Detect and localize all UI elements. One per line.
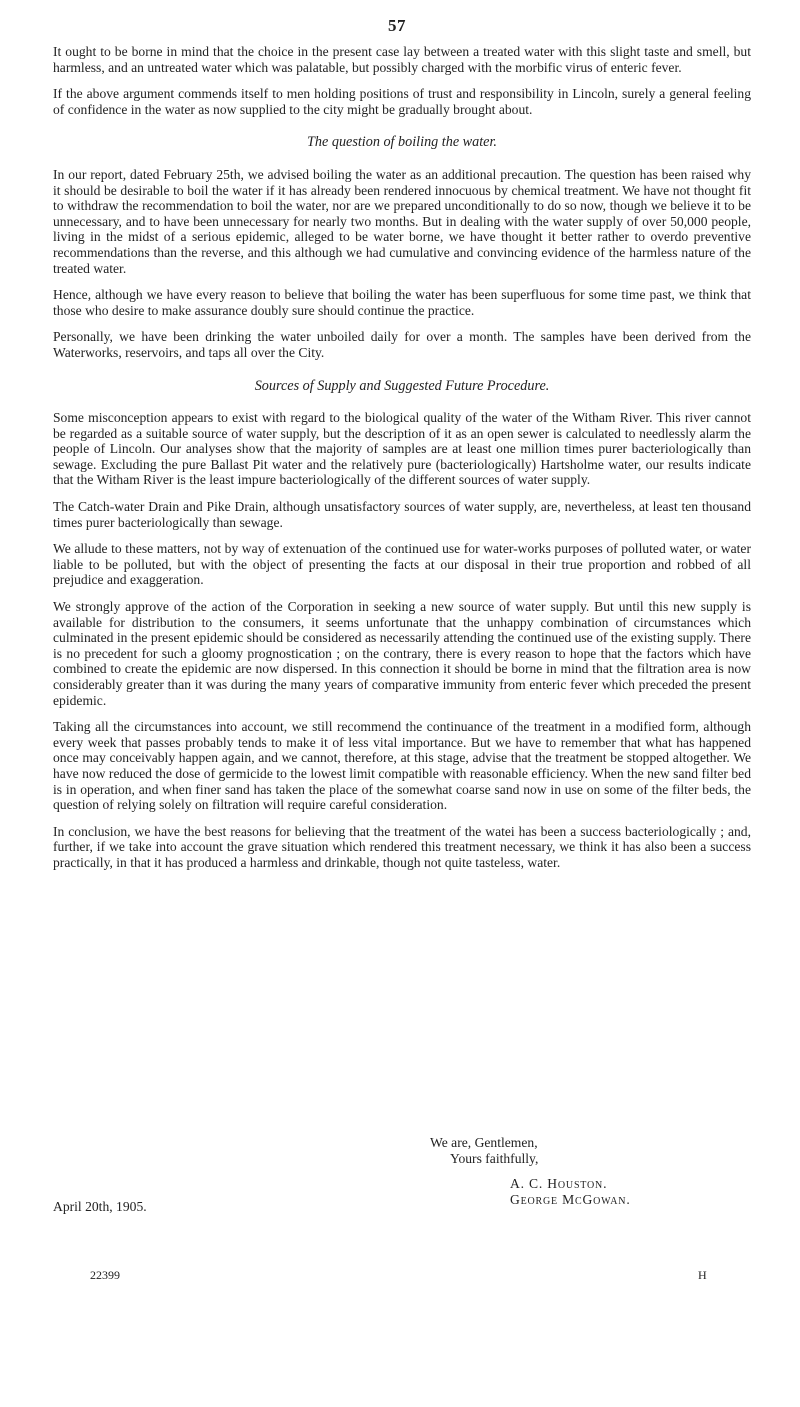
- paragraph: In our report, dated February 25th, we advised boiling the water as an additional precaution. The question has been raised why it should be desirable to boil the water if it has already been rendered innocuous by chemical treatment. We have not thought fit to withdraw the recommendation to boil the water, nor are we prepared unconditionally to do so now, though we believe it to be unnecessary, and to have been unnecessary for nearly two months. But in dealing with the water supply of over 50,000 people, living in the midst of a serious epidemic, alleged to be water borne, we have thought it better rather to overdo preventive recommendations than the reverse, and this although we had cumulative and convincing evidence of the harmless nature of the treated water.: [53, 166, 751, 276]
- signatory-name: George McGowan.: [510, 1192, 631, 1207]
- paragraph: The Catch-water Drain and Pike Drain, although unsatisfactory sources of water supply, are, nevertheless, at least ten thousand times purer bacteriologically than sewage.: [53, 499, 751, 530]
- paragraph: Personally, we have been drinking the water unboiled daily for over a month. The samples have been derived from the Waterworks, reservoirs, and taps all over the City.: [53, 329, 751, 360]
- paragraph: We strongly approve of the action of the Corporation in seeking a new source of water supply. But until this new supply is available for distribution to the consumers, it seems unfortunate that the unhappy combination of circumstances which culminated in the present epidemic should be considered as necessarily attending the continued use of the existing supply. There is no precedent for such a gloomy prognostication ; on the contrary, there is every reason to hope that the factors which have combined to create the epidemic are now dispersed. In this connection it should be borne in mind that the filtration area is now considerably greater than it was during the many years of comparative immunity from enteric fever which preceded the present epidemic.: [53, 599, 751, 708]
- paragraph: In conclusion, we have the best reasons for believing that the treatment of the watei has been a success bacteriologically ; and, further, if we take into account the grave situation which rendered this treatment necessary, we think it has also been a success practically, in that it has produced a harmless and drinkable, though not quite tasteless, water.: [53, 823, 751, 870]
- paragraph: Some misconception appears to exist with regard to the biological quality of the water of the Witham River. This river cannot be regarded as a suitable source of water supply, but the description of it as an open sewer is calculated to needlessly alarm the people of Lincoln. Our analyses show that the majority of samples are at least one million times purer bacteriologically than sewage. Excluding the pure Ballast Pit water and the relatively pure (bacteriologically) Hartsholme water, our results indicate that the Witham River is the least impure bacteriologically of the different sources of water supply.: [53, 410, 751, 488]
- paragraph: Hence, although we have every reason to believe that boiling the water has been superfluous for some time past, we think that those who desire to make assurance doubly sure should continue the practice.: [53, 287, 751, 318]
- print-code: 22399: [90, 1268, 120, 1282]
- section-heading-sources: Sources of Supply and Suggested Future Procedure.: [254, 377, 550, 394]
- paragraph: Taking all the circumstances into account, we still recommend the continuance of the treatment in a modified form, although every week that passes probably tends to make it of less vital importance. But we have to remember that what has happened once may conceivably happen again, and we cannot, therefore, at this stage, advise that the treatment be stopped altogether. We have now reduced the dose of germicide to the lowest limit compatible with reasonable efficiency. When the new sand filter bed is in operation, and when finer sand has taken the place of the somewhat coarse sand now in use on some of the filter beds, the question of relying solely on filtration will require careful consideration.: [53, 719, 751, 813]
- paragraph: We allude to these matters, not by way of extenuation of the continued use for water-works purposes of polluted water, or water liable to be polluted, but with the object of presenting the facts at our disposal in their true proportion and robbed of all prejudice and exaggeration.: [53, 541, 751, 588]
- page-number: 57: [388, 16, 406, 35]
- paragraph: It ought to be borne in mind that the choice in the present case lay between a treated water with this slight taste and smell, but harmless, and an untreated water which was palatable, but possibly charged with the morbific virus of enteric fever.: [53, 44, 751, 75]
- valediction: We are, Gentlemen,: [430, 1135, 538, 1150]
- signatory-name: A. C. Houston.: [510, 1176, 608, 1191]
- signature-mark: H: [698, 1268, 707, 1282]
- signoff-block: [430, 1135, 631, 1208]
- section-heading-boiling: The question of boiling the water.: [307, 134, 497, 151]
- body-text: [53, 44, 751, 882]
- letter-date: April 20th, 1905.: [53, 1199, 147, 1214]
- complimentary-close: Yours faithfully,: [450, 1151, 539, 1166]
- paragraph: If the above argument commends itself to men holding positions of trust and responsibility in Lincoln, surely a general feeling of confidence in the water as now supplied to the city might be gradually brought about.: [53, 86, 751, 117]
